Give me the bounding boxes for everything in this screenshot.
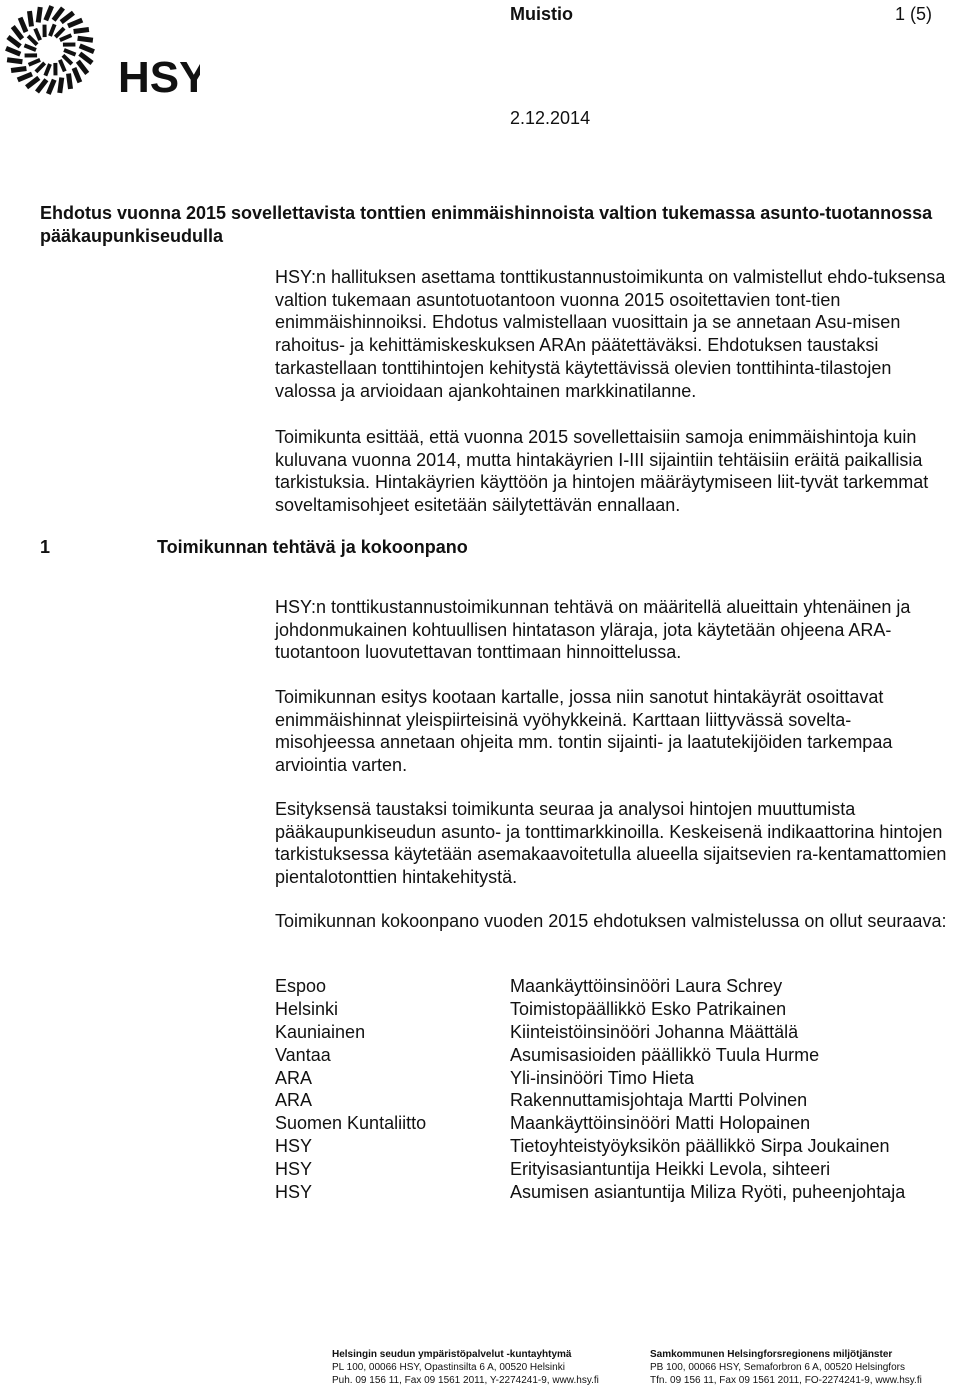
member-org: Helsinki (275, 999, 339, 1019)
hsy-logo (0, 0, 200, 100)
logo-ray (28, 36, 37, 45)
logo-ray (46, 6, 52, 20)
intro-paragraph-2: Toimikunta esittää, että vuonna 2015 sovellettaisiin samoja enimmäishintoja kuin kuluvana vuonna 2014, mutta hintakäyrien I-III sijaintiin tehtäisiin eräitä paikallisia tarkistuksia. Hintakäyrien käyttöön ja hintojen määräytymiseen liit-tyvät tarkemmat soveltamisohjeet esitetään säilytettävän ennallaan. (275, 427, 929, 516)
member-org: Vantaa (275, 1045, 331, 1065)
logo-ray (13, 27, 22, 39)
footer-right-line-1: Samkommunen Helsingforsregionens miljötjänster (650, 1349, 893, 1360)
logo-ray (45, 64, 50, 76)
logo-ray (60, 78, 62, 93)
member-person: Maankäyttöinsinööri Laura Schrey (510, 976, 783, 996)
member-person: Toimistopäällikkö Esko Patrikainen (510, 999, 787, 1019)
logo-ray (60, 60, 65, 71)
footer-right-line-2: PB 100, 00066 HSY, Semaforbron 6 A, 00520 Helsingfors (650, 1362, 905, 1373)
logo-ray (80, 54, 92, 63)
member-person: Kiinteistöinsinööri Johanna Määttälä (510, 1022, 799, 1042)
logo-ray (35, 29, 40, 40)
member-org: HSY (275, 1182, 313, 1202)
member-person: Asumisen asiantuntija Miliza Ryöti, puheenjohtaja (510, 1182, 906, 1202)
document-type: Muistio (510, 4, 573, 24)
logo-ray (27, 78, 39, 87)
logo-ray (69, 74, 71, 89)
logo-ray (24, 45, 36, 50)
section-number: 1 (40, 537, 51, 557)
logo-ray (74, 68, 80, 82)
section-paragraph-4: Toimikunnan kokoonpano vuoden 2015 ehdotuksen valmistelussa on ollut seuraava: (275, 911, 947, 931)
logo-ray (55, 28, 64, 37)
document-title: Ehdotus vuonna 2015 sovellettavista tonttien enimmäishinnoista valtion tukemassa asunto-tuotannossa pääkaupunkiseudulla (40, 203, 933, 246)
logo-ray (50, 24, 55, 36)
logo-ray (68, 20, 82, 26)
logo-ray (36, 63, 45, 72)
member-org: ARA (275, 1090, 313, 1110)
logo-wordmark: HSY (118, 53, 200, 100)
logo-ray (6, 48, 20, 54)
member-person: Tietoyhteistyöyksikön päällikkö Sirpa Joukainen (510, 1136, 890, 1156)
logo-ray (61, 13, 73, 22)
logo-ray (54, 8, 63, 20)
document-date: 2.12.2014 (510, 108, 591, 128)
footer-left-line-3: Puh. 09 156 11, Fax 09 1561 2011, Y-2274241-9, www.hsy.fi (332, 1375, 599, 1386)
member-person: Erityisasiantuntija Heikki Levola, sihteeri (510, 1159, 831, 1179)
logo-ray (20, 18, 26, 32)
member-org: Kauniainen (275, 1022, 366, 1042)
footer-left-line-1: Helsingin seudun ympäristöpalvelut -kuntayhtymä (332, 1349, 572, 1360)
footer-left-line-2: PL 100, 00066 HSY, Opastinsilta 6 A, 00520 Helsinki (332, 1362, 565, 1373)
logo-ray (64, 50, 76, 55)
section-title: Toimikunnan tehtävä ja kokoonpano (157, 537, 468, 557)
logo-ray (11, 69, 26, 71)
section-paragraph-2: Toimikunnan esitys kootaan kartalle, jossa niin sanotut hintakäyrät osoittavat enimmäishinnat yleispiirteisinä vyöhykkeinä. Karttaan liittyvässä sovelta-misohjeessa annetaan ohjeita mm. tontin sijainti- ja laatutekijöiden tarkempaa arviointia varten. (275, 687, 893, 776)
logo-ray (37, 80, 46, 92)
member-org: Espoo (275, 976, 327, 996)
member-org: HSY (275, 1159, 313, 1179)
footer-right-line-3: Tfn. 09 156 11, Fax 09 1561 2011, FO-2274241-9, www.hsy.fi (650, 1375, 922, 1386)
logo-ray (29, 11, 31, 26)
logo-ray (60, 35, 71, 40)
member-org: HSY (275, 1136, 313, 1156)
member-person: Asumisasioiden päällikkö Tuula Hurme (510, 1045, 820, 1065)
member-org: ARA (275, 1068, 313, 1088)
member-person: Maankäyttöinsinööri Matti Holopainen (510, 1113, 811, 1133)
section-paragraph-3: Esityksensä taustaksi toimikunta seuraa ja analysoi hintojen muuttumista pääkaupunkiseudun asunto- ja tonttimarkkinoilla. Keskeisenä indikaattorina hintojen tarkistuksessa käytetään asemakaavoitetulla alueella sijaitsevien ra-kentamattomien pientalotonttien hintakehitystä. (275, 799, 947, 888)
page-number: 1 (5) (895, 4, 933, 24)
logo-ray (18, 74, 32, 80)
logo-ray (74, 29, 89, 31)
member-org: Suomen Kuntaliitto (275, 1113, 427, 1133)
member-person: Yli-insinööri Timo Hieta (510, 1068, 695, 1088)
logo-ray (78, 61, 87, 73)
logo-ray (38, 7, 40, 22)
section-paragraph-1: HSY:n tonttikustannustoimikunnan tehtävä on määritellä alueittain yhtenäinen ja johdonmukainen kohtuullisen hintatason yläraja, jota käytetään ohjeena ARA-tuotantoon luovutettavan tonttimaan hinnoittelussa. (275, 597, 911, 663)
logo-ray (48, 80, 54, 94)
intro-paragraph-1: HSY:n hallituksen asettama tonttikustannustoimikunta on valmistellut ehdo-tuksensa valtion tukemaan asuntotuotantoon vuonna 2015 osoitettavien tont-tien enimmäishinnoiksi. Ehdotus valmistellaan vuosittain ja se annetaan Asu-misen rahoitus- ja kehittämiskeskuksen ARAn päätettäväksi. Ehdotuksen taustaksi tarkastellaan tonttihintojen kehitystä käytettävissä olevien tonttihinta-tilastojen valossa ja arvioidaan ajankohtainen markkinatilanne. (275, 267, 946, 401)
logo-ray (78, 38, 93, 40)
logo-ray (63, 55, 72, 64)
logo-ray (80, 46, 94, 52)
logo-ray (7, 60, 22, 62)
hsy-logo-graphic (0, 0, 200, 100)
member-person: Rakennuttamisjohtaja Martti Polvinen (510, 1090, 808, 1110)
logo-ray (29, 60, 40, 65)
logo-ray (8, 37, 20, 46)
